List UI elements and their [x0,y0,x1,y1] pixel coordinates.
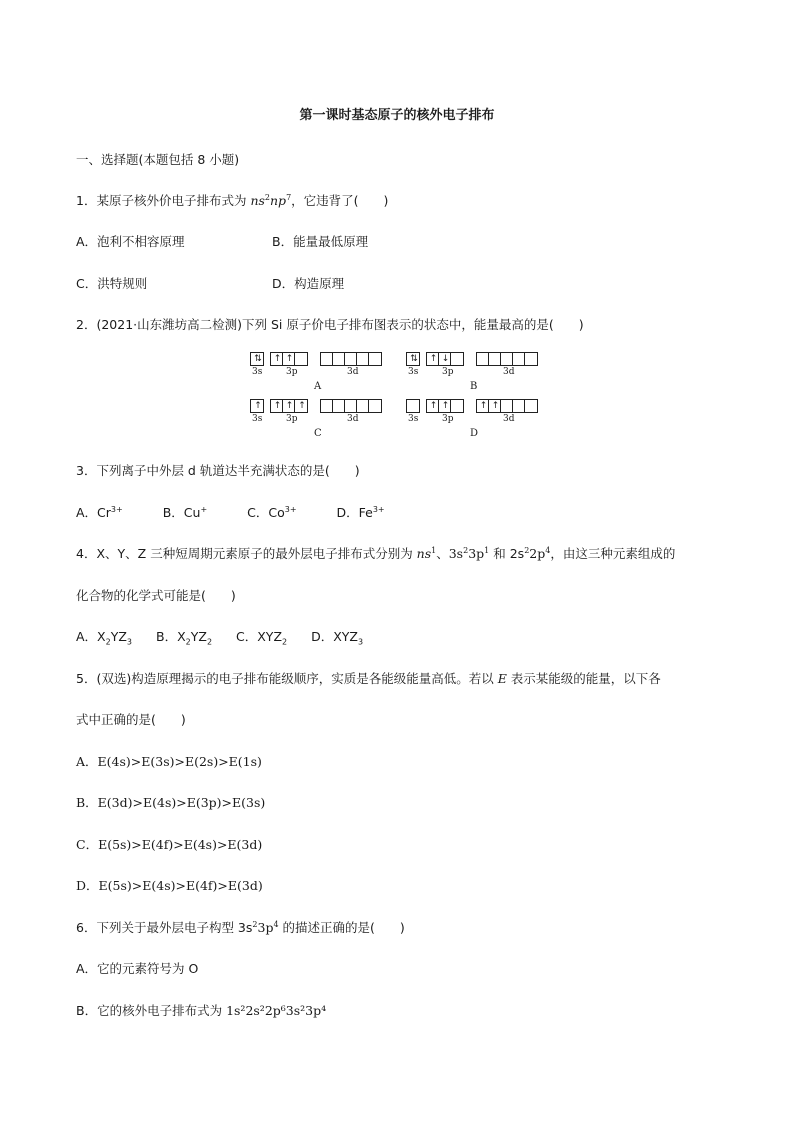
q5-option-c: C．E(5s)>E(4f)>E(4s)>E(3d) [76,837,263,852]
q5-option-b: B．E(3d)>E(4s)>E(3p)>E(3s) [76,795,266,810]
orbital-box [295,353,307,365]
page-title: 第一课时基态原子的核外电子排布 [299,108,495,123]
q1-option-c: C．洪特规则 [76,276,148,291]
q4-option-a: A．$X_2YZ_3$ [76,629,133,647]
option-d-3d-orbital [476,399,538,413]
option-b-3d-orbital [476,352,538,366]
orbital-box [501,353,513,365]
question-3-options [76,505,385,521]
q3-option-a: A．$Cr^{3+}$ [76,504,123,520]
orbital-box [369,353,381,365]
orbital-box [525,400,537,412]
orbital-box: ↑ [283,400,295,412]
q3-option-c: C．$Co^{3+}$ [247,504,297,520]
q3-option-b: B．Cu+ [162,504,208,520]
question-1-options-row1 [76,234,369,250]
option-a-3s-orbital [250,352,264,366]
orbital-box: ⇅ [410,354,416,364]
orbital-box [525,353,537,365]
option-a-3d-orbital [320,352,382,366]
orbital-box [345,400,357,412]
q1-option-d: D．构造原理 [272,276,345,291]
orbital-box: ↑ [489,400,501,412]
orbital-box: ↑ [298,401,304,411]
q5-option-d: D．E(5s)>E(4s)>E(4f)>E(3d) [76,878,263,893]
orbital-box: ↑ [254,401,260,411]
orbital-box: ↑ [427,353,439,365]
q1-option-b: B．能量最低原理 [272,234,369,249]
option-c-3p-orbital [270,399,308,413]
q6-option-a: A．它的元素符号为 O [76,961,199,976]
question-1-stem: 1．某原子核外价电子排布式为 $ns^2np^7$，它违背了( ) [76,192,389,208]
orbital-box [333,400,345,412]
orbital-box: ↑ [427,400,439,412]
orbital-box: ↑ [439,400,451,412]
orbital-box: ↓ [439,353,451,365]
option-c-3d-orbital [320,399,382,413]
q3-option-d: D．$Fe^{3+}$ [336,504,385,520]
orbital-box [407,400,419,412]
orbital-box [333,353,345,365]
orbital-box [357,353,369,365]
orbital-diagram: ⇅ ↑ ↑ 3s 3p 3d A ⇅ ↑ ↓ 3s 3p 3d B ↑ ↑ ↑ ↑ 3s 3p 3d C ↑ ↑ ↑ ↑ 3s 3p 3d D [250,352,550,442]
question-1-options-row2 [76,276,345,292]
question-4-stem-line1: 4．X、Y、Z 三种短周期元素原子的最外层电子排布式分别为 $ns^1$、$3s^23p^1$ 和 $2s^22p^4$，由这三种元素组成的 [76,545,676,561]
orbital-box [321,400,333,412]
option-b-3p-orbital [426,352,464,366]
q4-option-d: D．$XYZ_3$ [311,629,364,647]
option-d-label: D [470,428,479,439]
orbital-box: ⇅ [254,354,260,364]
question-4-stem-line2: 化合物的化学式可能是( ) [76,588,236,603]
option-c-3s-orbital [250,399,264,413]
orbital-box: ↑ [271,400,283,412]
question-3-stem: 3．下列离子中外层 d 轨道达半充满状态的是( ) [76,463,360,478]
option-a-3p-orbital [270,352,308,366]
orbital-box [321,353,333,365]
orbital-box [513,353,525,365]
option-d-3s-orbital [406,399,420,413]
orbital-box [357,400,369,412]
option-a-label: A [314,381,322,392]
orbital-box [501,400,513,412]
orbital-box [345,353,357,365]
option-d-3p-orbital [426,399,464,413]
question-5-stem-line2: 式中正确的是( ) [76,712,186,727]
question-6-stem: 6．下列关于最外层电子构型 $3s^23p^4$ 的描述正确的是( ) [76,919,405,935]
question-4-options [76,629,363,645]
section-heading: 一、选择题(本题包括 8 小题) [76,152,240,167]
question-5-stem-line1: 5．(双选)构造原理揭示的电子排布能级顺序，实质是各能级能量高低。若以 E 表示某能级的能量，以下各 [76,671,661,686]
q4-option-c: C．$XYZ_2$ [236,629,288,647]
option-b-3s-orbital [406,352,420,366]
q5-option-a: A．E(4s)>E(3s)>E(2s)>E(1s) [76,754,262,769]
q1-option-a: A．泡利不相容原理 [76,234,185,249]
orbital-box: ↑ [283,353,295,365]
orbital-box [513,400,525,412]
orbital-box [489,353,501,365]
question-2-stem: 2．(2021·山东潍坊高二检测)下列 Si 原子价电子排布图表示的状态中，能量最高的是( ) [76,317,584,332]
q4-option-b: B．$X_2YZ_2$ [156,629,213,647]
option-c-label: C [314,428,322,439]
q6-option-b: B．它的核外电子排布式为 1s²2s²2p⁶3s²3p⁴ [76,1003,327,1018]
orbital-box [369,400,381,412]
orbital-box [451,400,463,412]
orbital-box [451,353,463,365]
orbital-box: ↑ [477,400,489,412]
orbital-box: ↑ [271,353,283,365]
orbital-box [477,353,489,365]
option-b-label: B [470,381,478,392]
